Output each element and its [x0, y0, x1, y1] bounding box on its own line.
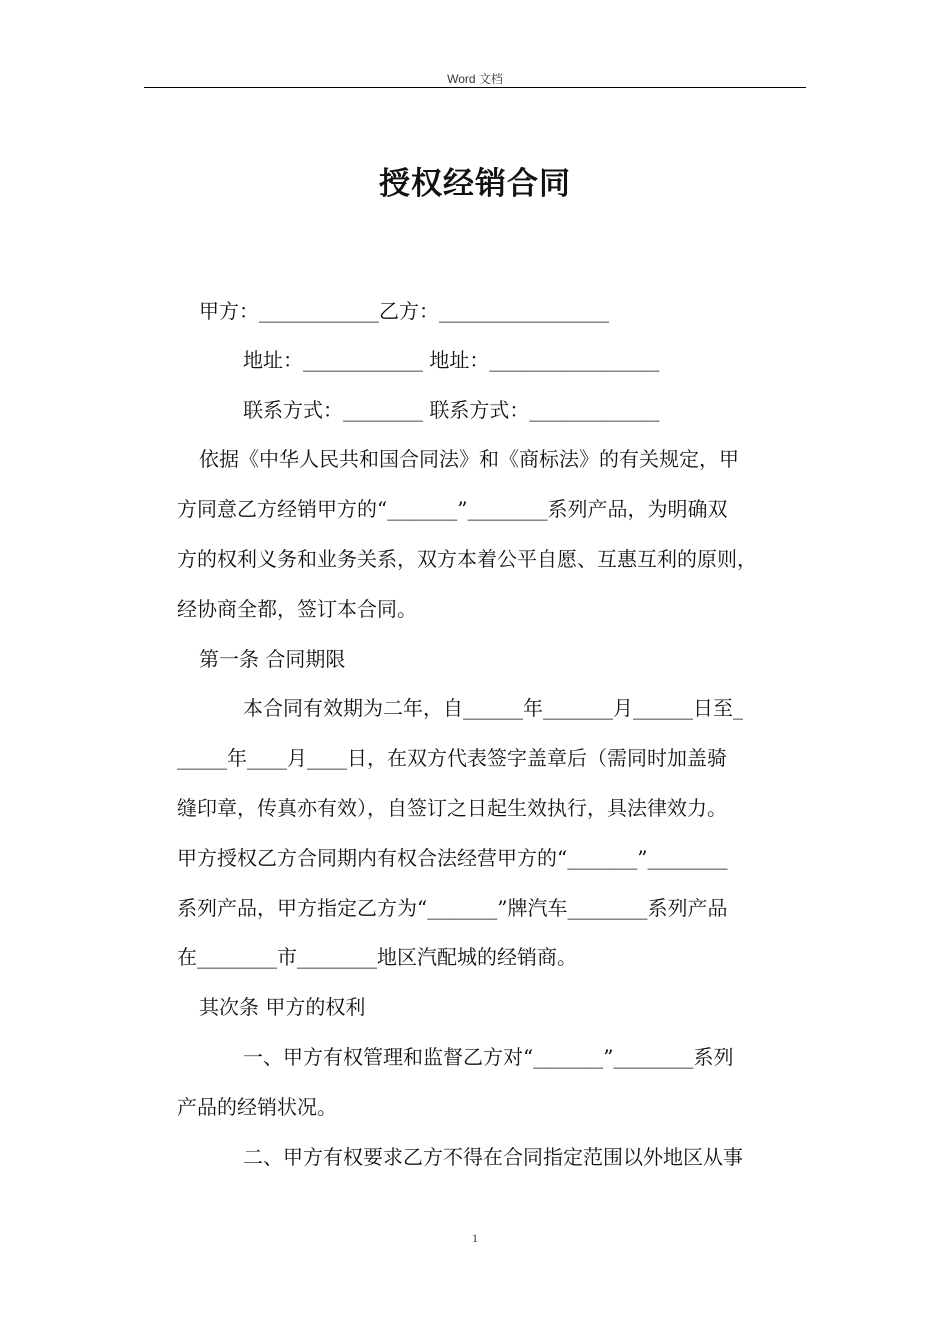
body-line: 经协商全都，签订本合同。	[177, 597, 417, 621]
body-line: 一、甲方有权管理和监督乙方对“_______”________系列	[243, 1045, 734, 1069]
page-number: 1	[472, 1231, 478, 1245]
body-line: _____年____月____日，在双方代表签字盖章后（需同时加盖骑	[177, 746, 727, 770]
contact-line: 联系方式：________ 联系方式：_____________	[243, 398, 660, 422]
parties-line: 甲方：____________乙方：_________________	[199, 299, 609, 323]
body-line: 在________市________地区汽配城的经销商。	[177, 945, 577, 969]
article-heading: 其次条 甲方的权利	[199, 995, 366, 1019]
body-line: 甲方授权乙方合同期内有权合法经营甲方的“_______”________	[177, 846, 728, 870]
body-line: 依据《中华人民共和国合同法》和《商标法》的有关规定，甲	[199, 447, 739, 471]
body-line: 产品的经销状况。	[177, 1095, 337, 1119]
document-title: 授权经销合同	[379, 166, 571, 202]
header-rule	[144, 87, 806, 88]
body-line: 二、甲方有权要求乙方不得在合同指定范围以外地区从事	[243, 1145, 743, 1169]
body-line: 方的权利义务和业务关系，双方本着公平自愿、互惠互利的原则，	[177, 547, 757, 571]
article-heading: 第一条 合同期限	[199, 647, 346, 671]
body-line: 方同意乙方经销甲方的“_______”________系列产品，为明确双	[177, 497, 728, 521]
page-header: Word 文档	[447, 72, 503, 86]
body-line: 系列产品，甲方指定乙方为“_______”牌汽车________系列产品	[177, 896, 728, 920]
body-line: 缝印章，传真亦有效），自签订之日起生效执行，具法律效力。	[177, 796, 727, 820]
address-line: 地址：____________ 地址：_________________	[243, 348, 660, 372]
body-line: 本合同有效期为二年，自______年_______月______日至_	[243, 696, 743, 720]
